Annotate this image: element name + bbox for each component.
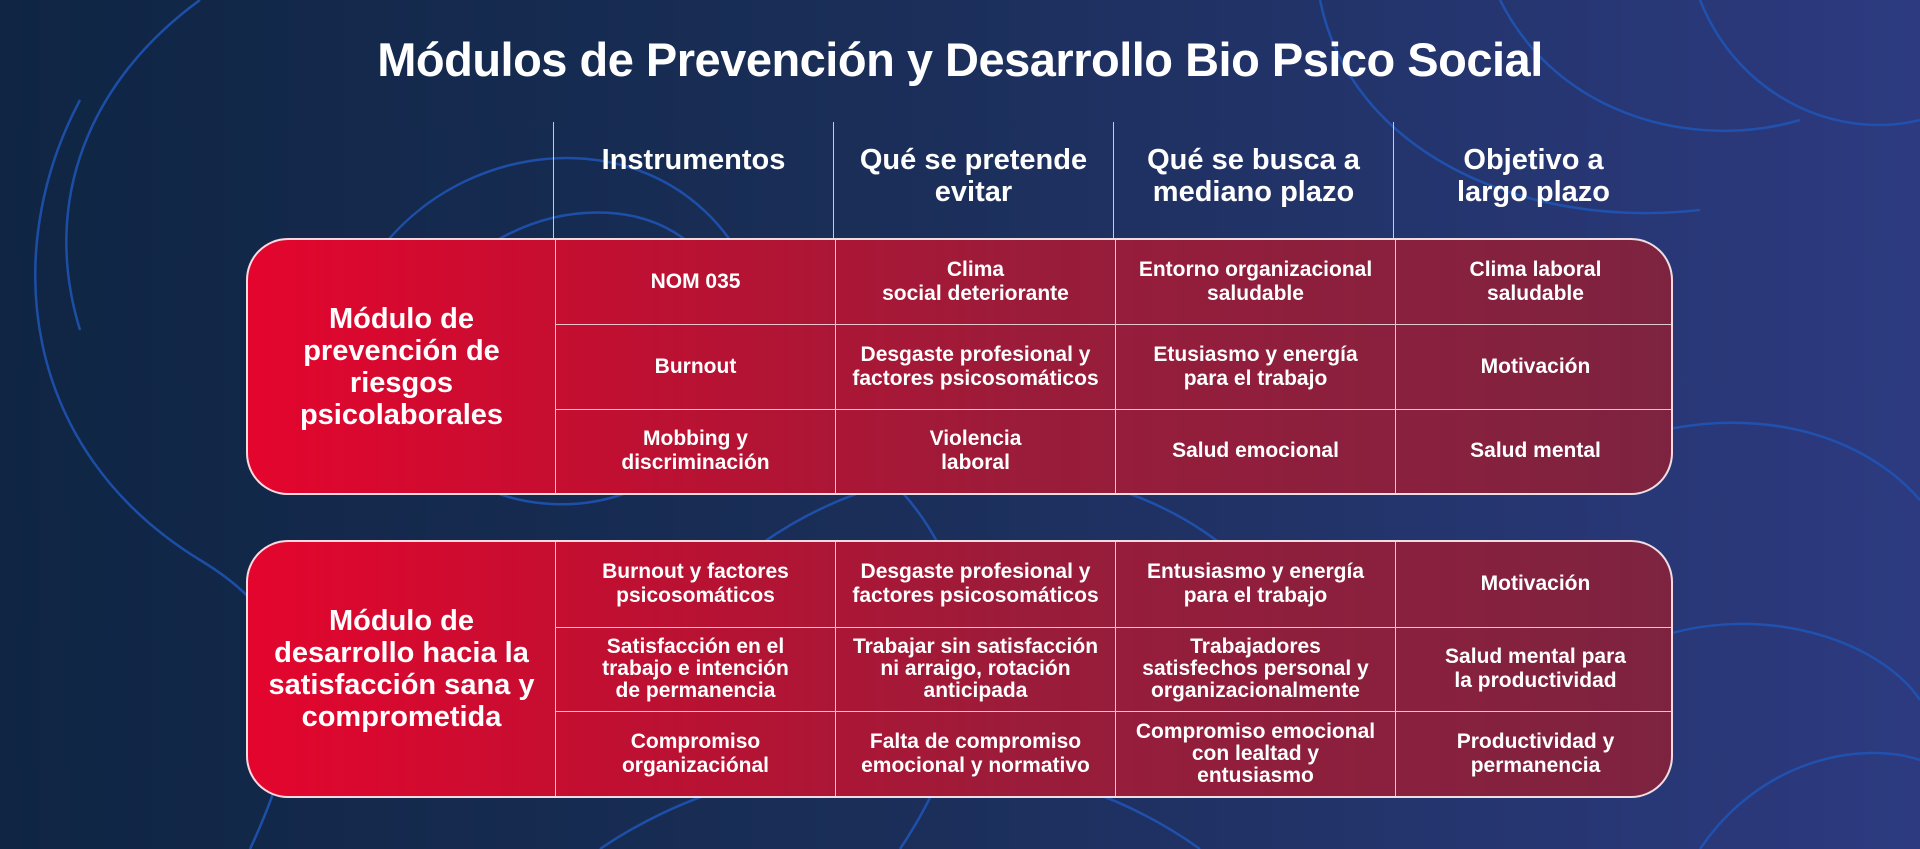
table-cell: Salud mental para la productividad <box>1395 627 1673 712</box>
table-cell: Burnout <box>555 324 835 408</box>
table-cell: Compromiso emocional con lealtad y entusiasmo <box>1115 711 1395 796</box>
table-cell: Violencia laboral <box>835 409 1115 493</box>
module-title: Módulo de desarrollo hacia la satisfacción sana y comprometida <box>268 605 535 733</box>
table-cell: Mobbing y discriminación <box>555 409 835 493</box>
header-largo-plazo: Objetivo a largo plazo <box>1393 122 1673 238</box>
table-cell: Falta de compromiso emocional y normativo <box>835 711 1115 796</box>
table-cell: Clima laboral saludable <box>1395 240 1673 324</box>
column-headers <box>553 122 1673 238</box>
table-cell: Desgaste profesional y factores psicosomáticos <box>835 542 1115 627</box>
page-title: Módulos de Prevención y Desarrollo Bio Psico Social <box>377 33 1543 86</box>
table-cell: Entusiasmo y energía para el trabajo <box>1115 542 1395 627</box>
table-cell: Entorno organizacional saludable <box>1115 240 1395 324</box>
module-grid <box>555 542 1673 796</box>
module-desarrollo <box>246 540 1673 798</box>
table-cell: Clima social deteriorante <box>835 240 1115 324</box>
table-cell: NOM 035 <box>555 240 835 324</box>
table-cell: Burnout y factores psicosomáticos <box>555 542 835 627</box>
table-cell: Motivación <box>1395 324 1673 408</box>
header-mediano-plazo: Qué se busca a mediano plazo <box>1113 122 1393 238</box>
header-instrumentos: Instrumentos <box>553 122 833 238</box>
table-cell: Trabajar sin satisfacción ni arraigo, rotación anticipada <box>835 627 1115 712</box>
table-cell: Compromiso organizaciónal <box>555 711 835 796</box>
module-prevencion <box>246 238 1673 495</box>
table-cell: Satisfacción en el trabajo e intención de permanencia <box>555 627 835 712</box>
table-cell: Motivación <box>1395 542 1673 627</box>
table-cell: Trabajadores satisfechos personal y organizacionalmente <box>1115 627 1395 712</box>
header-evitar: Qué se pretende evitar <box>833 122 1113 238</box>
module-title: Módulo de prevención de riesgos psicolaborales <box>299 302 504 431</box>
table-cell: Desgaste profesional y factores psicosomáticos <box>835 324 1115 408</box>
table-cell: Productividad y permanencia <box>1395 711 1673 796</box>
table-cell: Salud mental <box>1395 409 1673 493</box>
table-cell: Salud emocional <box>1115 409 1395 493</box>
table-cell: Etusiasmo y energía para el trabajo <box>1115 324 1395 408</box>
module-grid <box>555 240 1673 493</box>
